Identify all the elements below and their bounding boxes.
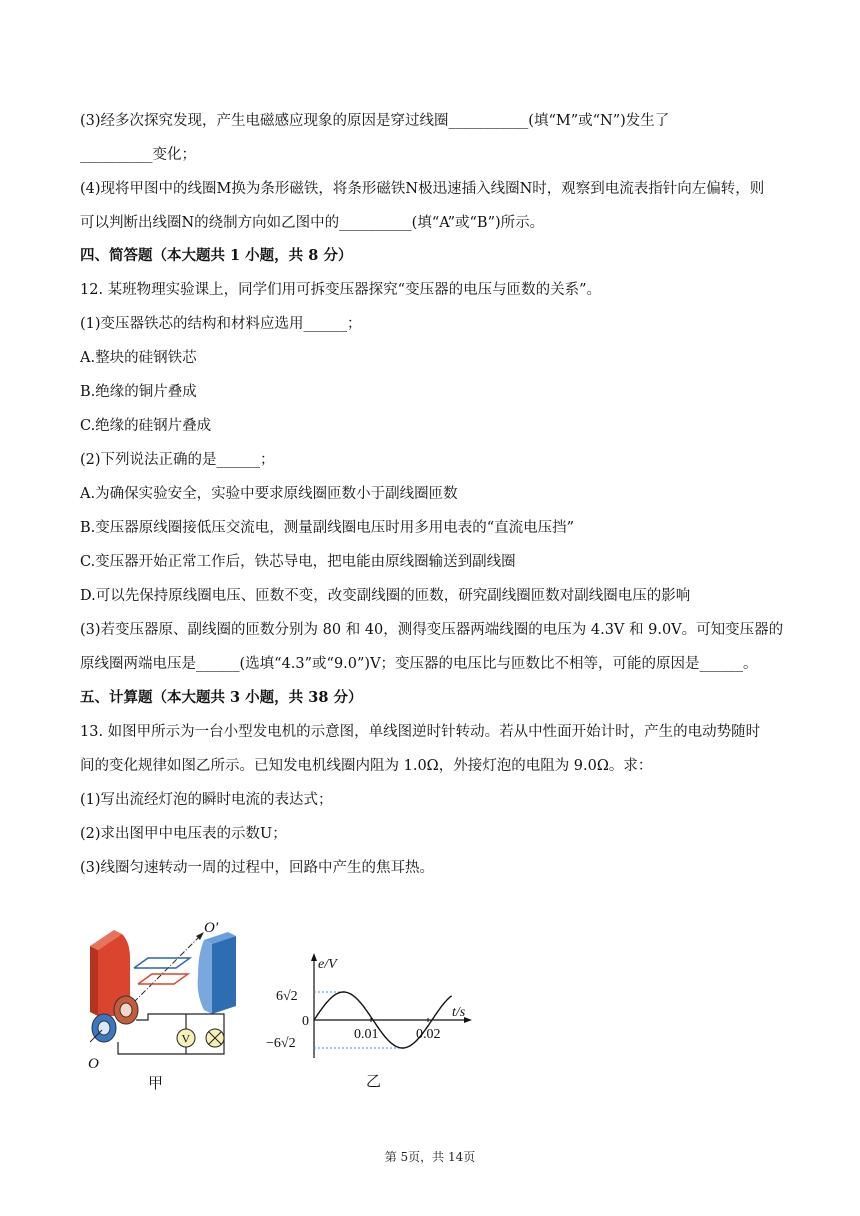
option-line: A.为确保实验安全，实验中要求原线圈匝数小于副线圈匝数 bbox=[80, 486, 458, 502]
magnet-left-side bbox=[90, 946, 98, 1016]
text-line: (1)变压器铁芯的结构和材料应选用______； bbox=[80, 316, 362, 332]
text-line: 原线圈两端电压是______(选填“4.3”或“9.0”)V；变压器的电压比与匝数比不相等，可能的原因是______。 bbox=[80, 656, 758, 672]
voltmeter-label: V bbox=[181, 1031, 191, 1046]
option-line: C.变压器开始正常工作后，铁芯导电，把电能由原线圈输送到副线圈 bbox=[80, 554, 516, 570]
x-tick-2: 0.02 bbox=[416, 1027, 441, 1042]
section-heading: 五、计算题（本大题共 3 小题，共 38 分） bbox=[80, 689, 363, 706]
page-footer: 第 5页，共 14页 bbox=[384, 1150, 476, 1164]
figure-caption-yi: 乙 bbox=[366, 1074, 382, 1090]
y-axis-arrow-icon bbox=[311, 953, 317, 961]
emf-graph bbox=[262, 950, 482, 1092]
text-line: (3)经多次探究发现，产生电磁感应现象的原因是穿过线圈___________(填“M”或“N”)发生了 bbox=[80, 113, 670, 129]
axis-label-bottom: O bbox=[88, 1056, 99, 1072]
text-line: (4)现将甲图中的线圈M换为条形磁铁，将条形磁铁N极迅速插入线圈N时，观察到电流表指针向左偏转，则 bbox=[80, 181, 765, 197]
option-line: D.可以先保持原线圈电压、匝数不变，改变副线圈的匝数，研究副线圈匝数对副线圈电压的影响 bbox=[80, 588, 691, 604]
text-line: (2)求出图甲中电压表的示数U； bbox=[80, 826, 287, 842]
question-13-stem: 13. 如图甲所示为一台小型发电机的示意图，单线图逆时针转动。若从中性面开始计时，产生的电动势随时 bbox=[80, 724, 761, 740]
y-axis-label: e/V bbox=[318, 957, 337, 972]
section-heading: 四、简答题（本大题共 1 小题，共 8 分） bbox=[80, 247, 353, 264]
magnet-right-inner bbox=[198, 940, 212, 1014]
option-line: A.整块的硅钢铁芯 bbox=[80, 350, 197, 366]
coil-loop bbox=[134, 958, 190, 968]
text-line: (3)线圈匀速转动一周的过程中，回路中产生的焦耳热。 bbox=[80, 860, 435, 876]
text-line: 可以判断出线圈N的绕制方向如乙图中的__________(填“A”或“B”)所示。 bbox=[80, 215, 545, 231]
text-line: 间的变化规律如图乙所示。已知发电机线圈内阻为 1.0Ω，外接灯泡的电阻为 9.0Ω。求： bbox=[80, 758, 653, 774]
figure-caption-jia: 甲 bbox=[148, 1076, 164, 1092]
y-tick-top: 6√2 bbox=[276, 989, 298, 1004]
y-tick-origin: 0 bbox=[302, 1014, 309, 1029]
question-12-stem: 12. 某班物理实验课上，同学们用可拆变压器探究“变压器的电压与匝数的关系”。 bbox=[80, 282, 601, 298]
text-line: (1)写出流经灯泡的瞬时电流的表达式； bbox=[80, 792, 333, 808]
generator-figure bbox=[78, 918, 258, 1093]
x-tick-1: 0.01 bbox=[354, 1027, 379, 1042]
magnet-right-face bbox=[212, 936, 236, 1014]
text-line: (2)下列说法正确的是______； bbox=[80, 452, 275, 468]
option-line: C.绝缘的硅钢片叠成 bbox=[80, 418, 212, 434]
text-line: (3)若变压器原、副线圈的匝数分别为 80 和 40，测得变压器两端线圈的电压为 4.3V 和 9.0V。可知变压器的 bbox=[80, 622, 784, 638]
slip-ring-inner bbox=[120, 1003, 132, 1017]
text-line: __________变化； bbox=[80, 147, 196, 163]
option-line: B.绝缘的铜片叠成 bbox=[80, 384, 197, 400]
x-axis-label: t/s bbox=[452, 1005, 466, 1020]
coil-loop-lower bbox=[138, 974, 188, 984]
option-line: B.变压器原线圈接低压交流电，测量副线圈电压时用多用电表的“直流电压挡” bbox=[80, 520, 575, 536]
axis-label-top: O′ bbox=[204, 920, 219, 936]
y-tick-bottom: −6√2 bbox=[266, 1036, 296, 1051]
